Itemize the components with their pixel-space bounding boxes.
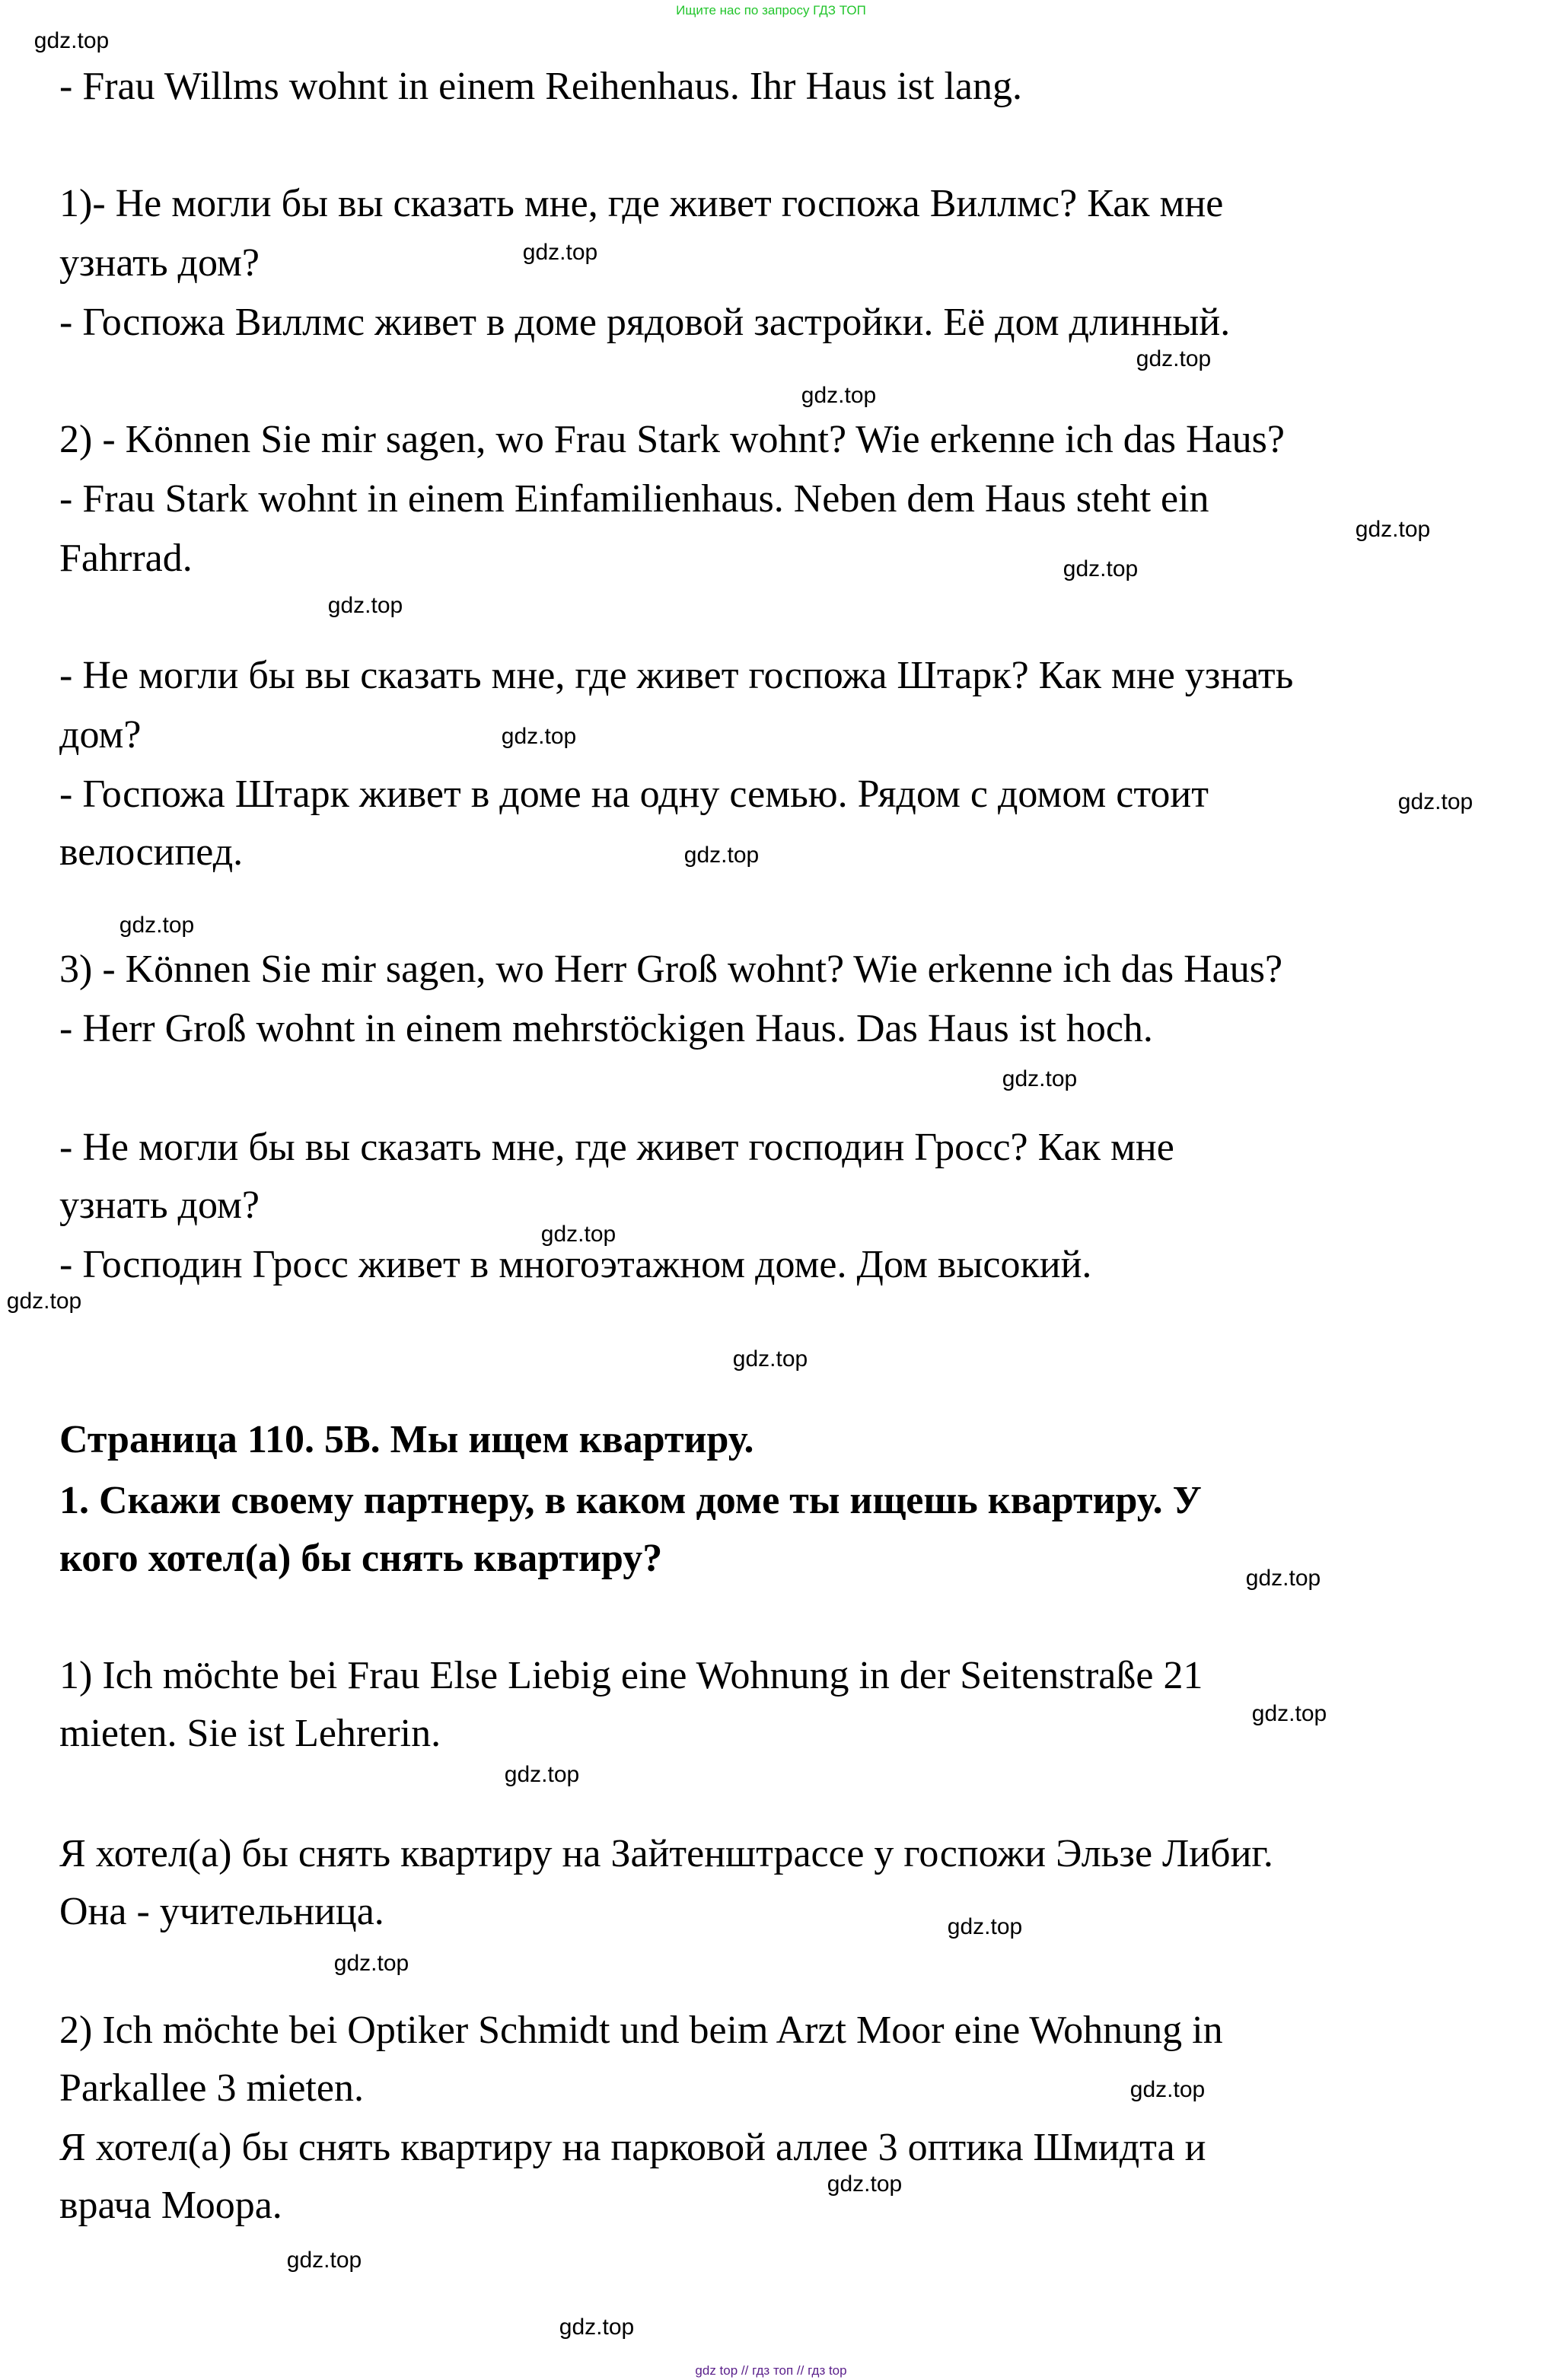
watermark: gdz.top [827, 2171, 903, 2197]
watermark: gdz.top [801, 383, 877, 408]
text-line: 1) Ich möchte bei Frau Else Liebig eine Wohnung in der Seitenstraße 21 [59, 1654, 1203, 1697]
text-line: - Herr Groß wohnt in einem mehrstöckigen Haus. Das Haus ist hoch. [59, 1007, 1153, 1050]
text-line: 3) - Können Sie mir sagen, wo Herr Groß wohnt? Wie erkenne ich das Haus? [59, 948, 1283, 991]
text-line: 2) - Können Sie mir sagen, wo Frau Stark wohnt? Wie erkenne ich das Haus? [59, 418, 1285, 461]
watermark: gdz.top [1129, 2077, 1206, 2102]
text-line: врача Моора. [59, 2184, 282, 2227]
text-line: - Frau Willms wohnt in einem Reihenhaus. Ihr Haus ist lang. [59, 65, 1022, 108]
text-line: - Госпожа Виллмс живет в доме рядовой застройки. Её дом длинный. [59, 301, 1231, 344]
watermark: gdz.top [1245, 1566, 1321, 1591]
watermark: gdz.top [333, 1951, 409, 1976]
watermark: gdz.top [1397, 789, 1474, 814]
text-line: - Frau Stark wohnt in einem Einfamilienhaus. Neben dem Haus steht ein [59, 477, 1209, 521]
watermark: gdz.top [1355, 517, 1431, 542]
watermark: gdz.top [1002, 1066, 1078, 1091]
section-heading: Страница 110. 5B. Мы ищем квартиру. [59, 1418, 754, 1461]
text-line: 1)- Не могли бы вы сказать мне, где живет госпожа Виллмс? Как мне [59, 182, 1224, 225]
watermark: gdz.top [559, 2315, 635, 2340]
task-heading: кого хотел(а) бы снять квартиру? [59, 1537, 663, 1580]
watermark: gdz.top [501, 724, 577, 749]
task-heading: 1. Скажи своему партнеру, в каком доме ты ищешь квартиру. У [59, 1479, 1202, 1522]
text-line: Parkallee 3 mieten. [59, 2066, 364, 2110]
watermark: gdz.top [1251, 1701, 1327, 1726]
text-line: узнать дом? [59, 241, 260, 285]
text-line: - Не могли бы вы сказать мне, где живет госпожа Штарк? Как мне узнать [59, 654, 1294, 697]
watermark: gdz.top [327, 593, 403, 618]
watermark: gdz.top [33, 28, 110, 53]
footer-banner[interactable]: gdz top // гдз топ // гдз top [695, 2363, 847, 2378]
watermark: gdz.top [540, 1222, 616, 1247]
watermark: gdz.top [732, 1346, 808, 1372]
watermark: gdz.top [119, 913, 195, 938]
text-line: Я хотел(а) бы снять квартиру на Зайтенштрассе у госпожи Эльзе Либиг. [59, 1832, 1273, 1875]
header-banner[interactable]: Ищите нас по запросу ГДЗ ТОП [676, 3, 866, 18]
text-line: дом? [59, 713, 142, 757]
text-line: 2) Ich möchte bei Optiker Schmidt und beim Arzt Moor eine Wohnung in [59, 2009, 1223, 2052]
text-line: - Госпожа Штарк живет в доме на одну семью. Рядом с домом стоит [59, 773, 1209, 816]
watermark: gdz.top [947, 1914, 1023, 1939]
watermark: gdz.top [522, 240, 598, 265]
watermark: gdz.top [1136, 346, 1212, 371]
watermark: gdz.top [504, 1762, 580, 1787]
watermark: gdz.top [683, 843, 760, 868]
text-line: - Не могли бы вы сказать мне, где живет господин Гросс? Как мне [59, 1126, 1174, 1169]
watermark: gdz.top [286, 2248, 362, 2273]
text-line: узнать дом? [59, 1184, 260, 1227]
text-line: Я хотел(а) бы снять квартиру на парковой аллее 3 оптика Шмидта и [59, 2126, 1206, 2169]
watermark: gdz.top [1063, 556, 1139, 581]
text-line: - Господин Гросс живет в многоэтажном доме. Дом высокий. [59, 1243, 1092, 1286]
text-line: mieten. Sie ist Lehrerin. [59, 1712, 441, 1755]
text-line: Она - учительница. [59, 1890, 384, 1933]
text-line: Fahrrad. [59, 537, 193, 580]
watermark: gdz.top [6, 1289, 82, 1314]
text-line: велосипед. [59, 830, 244, 874]
